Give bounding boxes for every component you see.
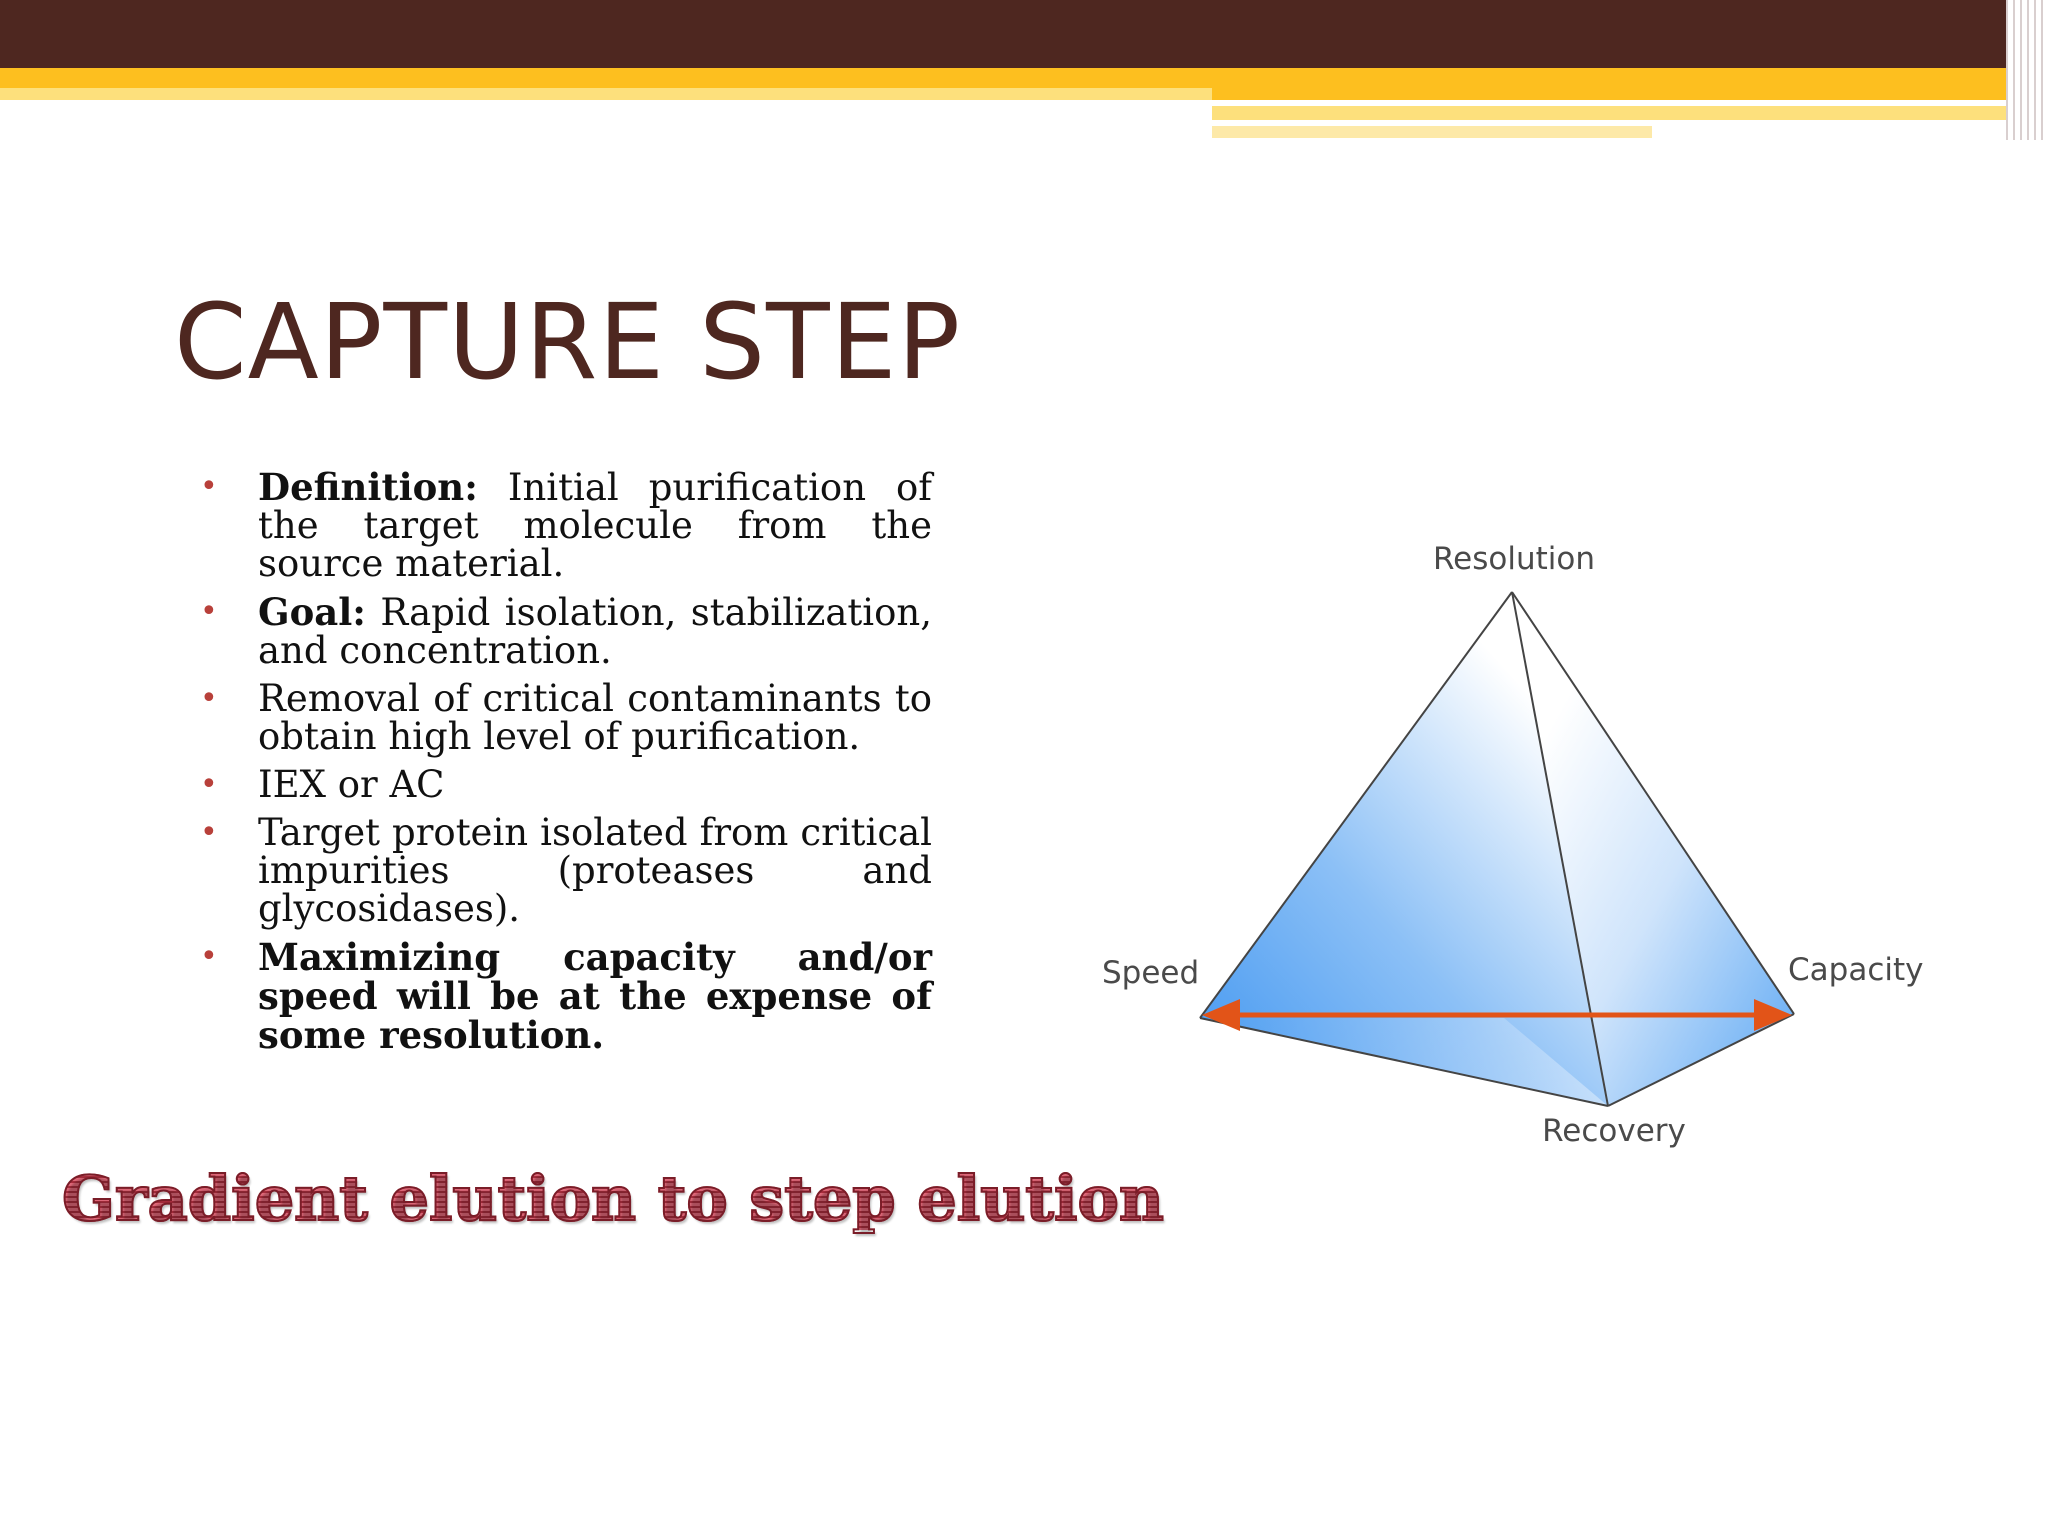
- header-stripe: [1212, 126, 1652, 138]
- slide-title: CAPTURE STEP: [174, 281, 962, 403]
- bullet-lead: Definition:: [258, 465, 478, 509]
- label-speed: Speed: [1102, 955, 1200, 991]
- label-recovery: Recovery: [1542, 1113, 1686, 1149]
- bullet-item: [196, 935, 932, 1057]
- header-stripe: [1212, 88, 2012, 100]
- bullet-text: IEX or AC: [258, 763, 445, 806]
- bullet-text: Rapid isolation, stabilization, and concentration.: [258, 591, 932, 672]
- tradeoff-pyramid-diagram: [1090, 520, 1970, 1170]
- bullet-lead: Maximizing capacity and/or speed will be at the expense of some resolution.: [258, 935, 932, 1057]
- header-band-gold: [0, 68, 2010, 90]
- bullet-dot: •: [200, 815, 218, 850]
- footer-heading: Gradient elution to step elution: [62, 1162, 1164, 1235]
- label-capacity: Capacity: [1788, 952, 1924, 988]
- header-stripe: [1212, 106, 2008, 120]
- bullet-list: [196, 465, 932, 1065]
- bullet-dot: •: [200, 939, 218, 974]
- header-vertical-lines: [2006, 0, 2048, 140]
- bullet-dot: •: [200, 767, 218, 802]
- bullet-item: [196, 811, 932, 930]
- bullet-text: Target protein isolated from critical impurities (proteases and glycosidases).: [258, 811, 932, 930]
- label-resolution: Resolution: [1433, 541, 1595, 577]
- bullet-text: Initial purification of the target molecule from the source material.: [258, 466, 932, 585]
- bullet-dot: •: [200, 469, 218, 504]
- bullet-text: Removal of critical contaminants to obtain high level of purification.: [258, 677, 932, 758]
- bullet-item: [196, 465, 932, 585]
- bullet-dot: •: [200, 594, 218, 629]
- bullet-item: [196, 763, 932, 806]
- bullet-dot: •: [200, 681, 218, 716]
- header-band-light: [0, 88, 1212, 100]
- bullet-item: [196, 677, 932, 758]
- bullet-lead: Goal:: [258, 590, 366, 634]
- header-band-dark: [0, 0, 2048, 68]
- bullet-item: [196, 590, 932, 672]
